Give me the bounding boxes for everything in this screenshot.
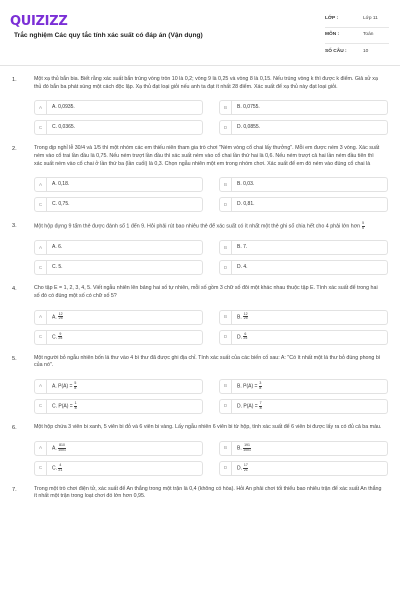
option-letter-box: B <box>220 311 232 324</box>
option-text <box>47 313 63 322</box>
question-item <box>12 424 388 476</box>
option-prefix: A. <box>52 383 57 390</box>
option-text <box>232 104 260 111</box>
option-value: 0,0755. <box>243 104 260 111</box>
answer-option[interactable] <box>34 240 203 255</box>
question-text-body: Một hộp đựng 9 tấm thẻ được đánh số 1 đến 9. Hỏi phải rút bao nhiêu thẻ để xác suất có ít nhất một thẻ ghi số chia hết cho 4 phải lớn hơn <box>34 223 361 230</box>
question-number: 6. <box>12 425 17 432</box>
option-letter-box: C <box>35 331 47 344</box>
option-value: 5. <box>58 264 63 271</box>
fraction-denominator: 8 <box>259 405 262 410</box>
option-value: 0,81. <box>243 201 255 208</box>
option-prefix: D. <box>237 334 242 341</box>
fraction-denominator: 1001 <box>243 447 251 452</box>
fraction-denominator: 1001 <box>58 447 66 452</box>
option-letter-box: D <box>220 400 232 413</box>
option-prefix: B. <box>237 104 242 111</box>
option-value: 0,0935. <box>58 104 75 111</box>
answer-options <box>34 310 388 345</box>
question-text <box>34 222 388 231</box>
question-item <box>12 145 388 212</box>
option-text <box>47 402 77 411</box>
option-text <box>47 124 75 131</box>
fraction-numerator: 12 <box>243 311 248 316</box>
meta-key: LỚP : <box>325 16 339 22</box>
answer-option[interactable] <box>219 310 388 325</box>
option-text <box>232 382 262 391</box>
answer-option[interactable] <box>34 120 203 135</box>
question-text <box>34 76 388 91</box>
option-letter-box: A <box>35 380 47 393</box>
question-text-body: Trong dịp nghỉ lễ 30/4 và 1/5 thì một nhóm các em thiếu niên tham gia trò chơi "Ném vòng cổ chai lấy thưởng". Mỗi em được ném 3 vòng. Xác suất ném vào cổ trai lần đầu là 0,75. Nếu ném trượt lần đầu thì xác suất ném vào cổ chai lần thứ hai là 0,6. Nếu ném trượt cả hai lần ném đầu tiên thì xác suất ném vào cổ chai ở lần thứ ba (lần cuối) là 0,3. Chọn ngẫu nhiên một em trong nhóm chơi. Xác suất để em đó ném vào đúng cổ chai là <box>34 145 380 167</box>
option-prefix: D. <box>237 264 242 271</box>
question-item <box>12 222 388 275</box>
meta-value: Lớp 11 <box>363 16 378 22</box>
fraction-denominator: 25 <box>243 316 248 321</box>
answer-options <box>34 379 388 414</box>
meta-row-class <box>325 12 389 28</box>
answer-option[interactable] <box>34 399 203 414</box>
fraction-numerator: 810 <box>59 443 65 447</box>
fraction-numerator: 6 <box>244 331 247 336</box>
option-letter-box: A <box>35 311 47 324</box>
option-text <box>232 244 247 251</box>
fraction-numerator: 191 <box>244 443 250 447</box>
option-prefix: D. <box>237 465 242 472</box>
question-number: 2. <box>12 146 17 153</box>
fraction <box>362 222 365 230</box>
option-prefix: C. <box>52 403 57 410</box>
option-expression: P(A) = <box>243 383 258 390</box>
option-letter-box: D <box>220 261 232 274</box>
option-letter-box: D <box>220 121 232 134</box>
question-text-body: Cho tập E = 1, 2, 3, 4, 5. Viết ngẫu nhiên lên bảng hai số tự nhiên, mỗi số gồm 3 chữ số đôi một khác nhau thuộc tập E. Tính xác suất để trong hai số đó có đúng một số có chữ số 5? <box>34 285 378 300</box>
option-text <box>232 464 248 473</box>
answer-option[interactable] <box>34 177 203 192</box>
option-prefix: C. <box>52 334 57 341</box>
option-prefix: C. <box>52 124 57 131</box>
question-text-body: Một xạ thủ bắn bia. Biết rằng xác suất bắn trúng vòng tròn 10 là 0,2; vòng 9 là 0,25 và vòng 8 là 0,15. Nếu trúng vòng k thì được k điểm. Giả sử xạ thủ đó bắn ba phát súng một cách độc lập. Xạ thủ đạt loại giỏi nếu anh ta đạt ít nhất 28 điểm. Xác suất để xạ thủ này đạt loại giỏi. <box>34 76 378 90</box>
option-prefix: D. <box>237 201 242 208</box>
question-item <box>12 285 388 344</box>
option-text <box>47 333 62 342</box>
option-letter-box: B <box>220 178 232 191</box>
option-prefix: A. <box>52 104 57 111</box>
option-prefix: A. <box>52 244 57 251</box>
option-expression: P(A) = <box>58 383 73 390</box>
option-prefix: B. <box>237 181 242 188</box>
option-letter-box: C <box>35 198 47 211</box>
question-text <box>34 145 388 168</box>
answer-option[interactable] <box>219 379 388 394</box>
meta-key: SỐ CÂU : <box>325 48 347 54</box>
option-text <box>232 124 260 131</box>
option-value: 7. <box>243 244 248 251</box>
fraction-denominator: 8 <box>74 385 77 390</box>
answer-option[interactable] <box>34 379 203 394</box>
option-prefix: A. <box>52 181 57 188</box>
fraction-denominator: 25 <box>58 316 63 321</box>
page-title: Trắc nghiệm Các quy tắc tính xác suất có đáp án (Vận dụng) <box>14 32 203 39</box>
option-text <box>47 201 70 208</box>
question-number: 1. <box>12 77 17 83</box>
fraction-denominator: 8 <box>74 405 77 410</box>
option-letter-box: A <box>35 241 47 254</box>
answer-option[interactable] <box>34 461 203 476</box>
option-letter-box: A <box>35 101 47 114</box>
option-prefix: A. <box>52 314 57 321</box>
answer-options <box>34 441 388 476</box>
option-value: 0,0855. <box>243 124 261 131</box>
option-expression: P(A) = <box>58 403 73 410</box>
option-letter-box: D <box>220 331 232 344</box>
question-number: 3. <box>12 223 17 230</box>
question-number: 4. <box>12 286 17 293</box>
option-letter-box: B <box>220 380 232 393</box>
option-text <box>232 313 248 322</box>
answer-option[interactable] <box>34 197 203 212</box>
meta-key: MÔN : <box>325 32 340 38</box>
fraction <box>58 464 62 472</box>
fraction-denominator: 25 <box>58 336 63 341</box>
fraction <box>243 313 248 321</box>
fraction-numerator: 5 <box>74 381 77 386</box>
option-text <box>232 444 251 453</box>
option-value: 0,03. <box>243 181 255 188</box>
option-letter-box: C <box>35 400 47 413</box>
fraction-denominator: 8 <box>259 385 262 390</box>
answer-option[interactable] <box>219 197 388 212</box>
fraction-numerator: 3 <box>259 381 262 386</box>
option-text <box>232 333 247 342</box>
answer-options <box>34 240 388 275</box>
option-letter-box: B <box>220 442 232 455</box>
fraction <box>243 333 247 341</box>
option-text <box>47 264 63 271</box>
answer-options <box>34 100 388 135</box>
option-value: 0,75. <box>58 201 70 208</box>
option-letter-box: D <box>220 198 232 211</box>
option-prefix: A. <box>52 445 57 452</box>
answer-option[interactable] <box>219 461 388 476</box>
fraction-numerator: 12 <box>58 311 63 316</box>
fraction-numerator: 4 <box>59 463 62 467</box>
option-letter-box: D <box>220 462 232 475</box>
fraction-denominator: 21 <box>243 467 248 472</box>
option-prefix: C. <box>52 201 57 208</box>
option-letter-box: C <box>35 261 47 274</box>
question-number: 7. <box>12 486 17 493</box>
answer-option[interactable] <box>219 260 388 275</box>
option-prefix: C. <box>52 264 57 271</box>
option-value: 6. <box>58 244 63 251</box>
answer-option[interactable] <box>34 330 203 345</box>
fraction-numerator: 7 <box>259 401 262 406</box>
question-item <box>12 355 388 414</box>
question-text <box>34 486 388 501</box>
answer-option[interactable] <box>219 120 388 135</box>
answer-option[interactable] <box>34 100 203 115</box>
question-text-body: Một hộp chứa 3 viên bi xanh, 5 viên bi đỏ và 6 viên bi vàng. Lấy ngẫu nhiên 6 viên bi từ hộp, tính xác suất để 6 viên bi được lấy ra có đủ cả ba màu. <box>34 424 382 431</box>
fraction-denominator: 6 <box>362 225 365 230</box>
fraction <box>58 313 63 321</box>
option-prefix: B. <box>237 314 242 321</box>
option-value: 0,0365. <box>58 124 76 131</box>
option-text <box>47 464 62 473</box>
question-text <box>34 355 388 370</box>
fraction <box>259 382 262 390</box>
answer-option[interactable] <box>34 310 203 325</box>
meta-row-question-count <box>325 44 389 60</box>
fraction <box>58 444 66 452</box>
answer-option[interactable] <box>219 399 388 414</box>
question-text <box>34 285 388 300</box>
option-expression: P(A) = <box>243 403 258 410</box>
answer-option[interactable] <box>219 330 388 345</box>
option-prefix: C. <box>52 465 57 472</box>
option-text <box>47 181 69 188</box>
question-item <box>12 486 388 501</box>
option-prefix: B. <box>237 244 242 251</box>
fraction <box>259 402 262 410</box>
answer-options <box>34 177 388 212</box>
option-text <box>47 104 75 111</box>
answer-option[interactable] <box>219 177 388 192</box>
fraction <box>74 382 77 390</box>
fraction <box>243 464 248 472</box>
option-letter-box: C <box>35 121 47 134</box>
worksheet-header <box>0 0 400 66</box>
fraction <box>58 333 62 341</box>
option-text <box>47 382 77 391</box>
option-text <box>232 402 262 411</box>
question-list <box>0 66 400 501</box>
answer-option[interactable] <box>219 441 388 456</box>
fraction <box>243 444 251 452</box>
fraction-numerator: 1 <box>74 401 77 406</box>
fraction <box>74 402 77 410</box>
question-number: 5. <box>12 355 17 362</box>
option-prefix: D. <box>237 403 242 410</box>
meta-row-subject <box>325 28 389 44</box>
option-prefix: B. <box>237 445 242 452</box>
option-text <box>232 181 254 188</box>
question-text <box>34 424 388 432</box>
option-letter-box: B <box>220 241 232 254</box>
quizizz-logo: QUIZIZZ <box>10 14 68 29</box>
option-prefix: B. <box>237 383 242 390</box>
fraction-numerator: 9 <box>59 331 62 336</box>
option-letter-box: A <box>35 178 47 191</box>
answer-option[interactable] <box>219 100 388 115</box>
answer-option[interactable] <box>34 441 203 456</box>
option-letter-box: A <box>35 442 47 455</box>
answer-option[interactable] <box>34 260 203 275</box>
option-value: 4. <box>243 264 248 271</box>
meta-value: Toán <box>363 32 374 38</box>
question-item <box>12 76 388 135</box>
answer-option[interactable] <box>219 240 388 255</box>
question-text-body: Trong một trò chơi điện tử, xác suất để An thắng trong một trận là 0,4 (không có hòa). Hỏi An phải chơi tối thiểu bao nhiêu trận để xác suất An thắng ít nhất một trận trong loạt chơi đó lớn hơn 0,95. <box>34 485 382 500</box>
option-letter-box: B <box>220 101 232 114</box>
fraction-denominator: 21 <box>58 467 63 472</box>
worksheet-meta <box>325 12 389 60</box>
option-text <box>47 244 62 251</box>
option-text <box>47 444 66 453</box>
fraction-numerator: 17 <box>243 463 248 467</box>
option-value: 0,18. <box>58 181 70 188</box>
option-letter-box: C <box>35 462 47 475</box>
option-text <box>232 264 248 271</box>
fraction-denominator: 25 <box>243 336 248 341</box>
fraction-numerator: 5 <box>362 221 365 226</box>
meta-value: 10 <box>363 48 369 54</box>
question-text-body: Một người bỏ ngẫu nhiên bốn lá thư vào 4 bì thư đã được ghi địa chỉ. Tính xác suất của các biến cố sau: A: "Có ít nhất một lá thư bỏ đúng phong bì của nó". <box>34 354 381 369</box>
option-prefix: D. <box>237 124 242 131</box>
option-text <box>232 201 255 208</box>
